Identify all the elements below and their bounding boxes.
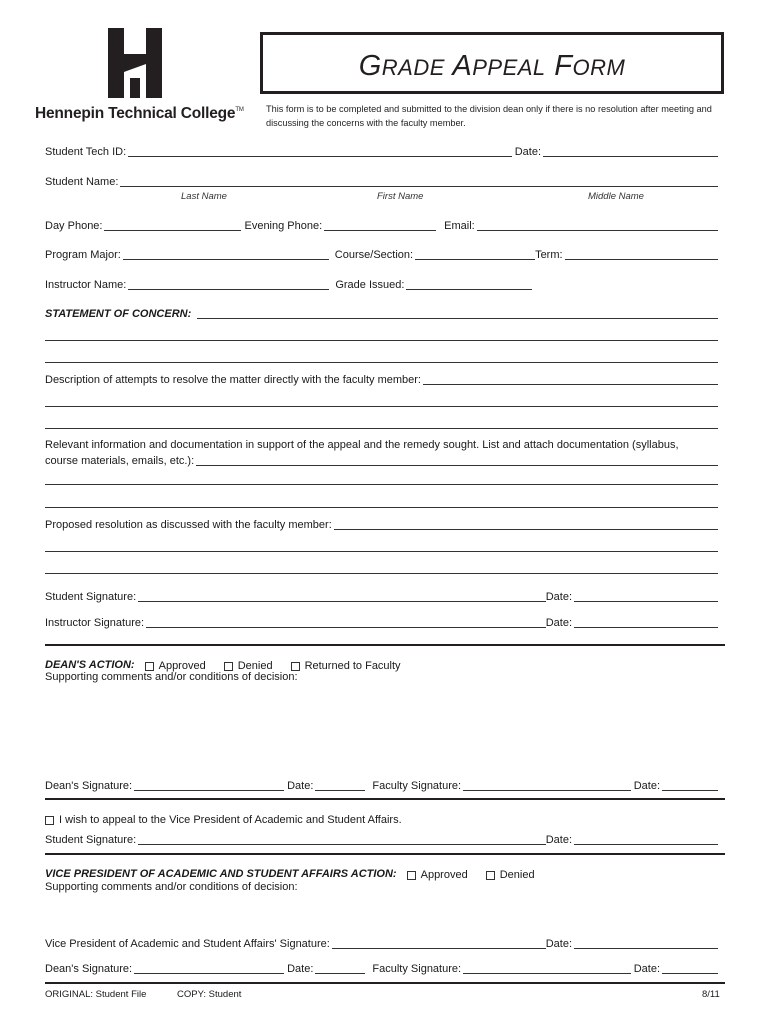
statement-line[interactable] — [45, 362, 718, 363]
date-field[interactable] — [574, 601, 718, 602]
program-major-field[interactable] — [123, 259, 329, 260]
course-section-field[interactable] — [415, 259, 535, 260]
grade-issued-field[interactable] — [406, 289, 532, 290]
proposed-line[interactable] — [45, 551, 718, 552]
row-vp-signature — [45, 935, 718, 951]
email-field[interactable] — [477, 230, 718, 231]
relevant-line[interactable] — [45, 484, 718, 485]
date-field[interactable] — [574, 948, 718, 949]
student-signature-label: Student Signature: — [45, 591, 137, 603]
course-section-label: Course/Section: — [334, 249, 414, 261]
section-divider — [45, 798, 725, 800]
footer-copy: COPY: Student — [177, 989, 242, 1000]
row-instructor-signature — [45, 614, 718, 630]
day-phone-label: Day Phone: — [45, 220, 103, 232]
vp-approved-label: Approved — [420, 869, 468, 881]
row-instructor — [45, 276, 718, 292]
deans-signature-field[interactable] — [134, 790, 284, 791]
term-field[interactable] — [565, 259, 718, 260]
row-tech-id — [45, 143, 718, 159]
row-relevant — [45, 452, 718, 468]
footer-original: ORIGINAL: Student File — [45, 989, 147, 1000]
row-attempts — [45, 371, 718, 387]
evening-phone-label: Evening Phone: — [244, 220, 323, 232]
student-signature-field[interactable] — [138, 601, 546, 602]
row-student-name — [45, 173, 718, 189]
row-vp-action — [45, 865, 718, 881]
date-field[interactable] — [574, 627, 718, 628]
relevant-line[interactable] — [45, 507, 718, 508]
proposed-line[interactable] — [45, 573, 718, 574]
date-label: Date: — [545, 591, 572, 603]
date-label: Date: — [633, 780, 660, 792]
relevant-info-label-2: course materials, emails, etc.): — [45, 455, 195, 467]
page-title: GRADE APPEAL FORM — [358, 50, 626, 82]
middle-name-caption: Middle Name — [588, 191, 644, 202]
intro-text: This form is to be completed and submitted to the division dean only if there is no resolution after meeting and discussing the concerns with the faculty member. — [266, 104, 712, 128]
student-tech-id-field[interactable] — [128, 156, 512, 157]
instructor-name-label: Instructor Name: — [45, 279, 127, 291]
returned-label: Returned to Faculty — [304, 660, 401, 672]
attempts-label: Description of attempts to resolve the matter directly with the faculty member: — [45, 374, 421, 386]
row-contact — [45, 217, 718, 233]
faculty-signature-field[interactable] — [463, 790, 631, 791]
deans-signature-label: Dean's Signature: — [45, 780, 133, 792]
last-name-caption: Last Name — [181, 191, 227, 202]
row-proposed — [45, 516, 718, 532]
faculty-signature-label: Faculty Signature: — [372, 963, 462, 975]
row-vp-appeal — [45, 810, 718, 826]
section-divider — [45, 644, 725, 646]
grade-issued-label: Grade Issued: — [335, 279, 405, 291]
date-label: Date: — [545, 834, 572, 846]
statement-line[interactable] — [45, 340, 718, 341]
dean-comments-label: Supporting comments and/or conditions of decision: — [45, 671, 298, 683]
date-field[interactable] — [543, 156, 718, 157]
date-label: Date: — [287, 780, 314, 792]
statement-field[interactable] — [197, 318, 718, 319]
appeal-vp-checkbox[interactable] — [45, 816, 54, 825]
email-label: Email: — [444, 220, 475, 232]
approved-label: Approved — [158, 660, 206, 672]
footer-version: 8/11 — [702, 989, 720, 1000]
date-field[interactable] — [574, 844, 718, 845]
date-field[interactable] — [315, 790, 365, 791]
row-student-signature — [45, 588, 718, 604]
program-major-label: Program Major: — [45, 249, 121, 261]
date-label: Date: — [287, 963, 314, 975]
evening-phone-field[interactable] — [324, 230, 436, 231]
date-label: Date: — [514, 146, 541, 158]
date-field[interactable] — [315, 973, 365, 974]
row-statement — [45, 305, 718, 321]
college-name: Hennepin Technical College™ — [35, 105, 244, 122]
vp-signature-label: Vice President of Academic and Student Affairs' Signature: — [45, 938, 330, 950]
statement-of-concern-heading: STATEMENT OF CONCERN: — [45, 308, 192, 320]
student-name-field[interactable] — [120, 186, 718, 187]
student-signature-label: Student Signature: — [45, 834, 137, 846]
relevant-info-field[interactable] — [196, 465, 718, 466]
vp-signature-field[interactable] — [332, 948, 546, 949]
instructor-name-field[interactable] — [128, 289, 329, 290]
first-name-caption: First Name — [377, 191, 424, 202]
faculty-signature-field[interactable] — [463, 973, 631, 974]
deans-action-heading: DEAN'S ACTION: — [45, 659, 135, 671]
vp-denied-label: Denied — [499, 869, 535, 881]
instructor-signature-field[interactable] — [146, 627, 546, 628]
vp-denied-checkbox[interactable] — [486, 871, 495, 880]
instructor-signature-label: Instructor Signature: — [45, 617, 145, 629]
proposed-resolution-field[interactable] — [334, 529, 718, 530]
attempts-field[interactable] — [423, 384, 718, 385]
date-label: Date: — [545, 938, 572, 950]
faculty-signature-label: Faculty Signature: — [372, 780, 462, 792]
row-dean-signatures — [45, 777, 718, 793]
vp-approved-checkbox[interactable] — [407, 871, 416, 880]
appeal-vp-label: I wish to appeal to the Vice President of Academic and Student Affairs. — [59, 814, 402, 826]
deans-signature-label: Dean's Signature: — [45, 963, 133, 975]
day-phone-field[interactable] — [104, 230, 241, 231]
student-tech-id-label: Student Tech ID: — [45, 146, 127, 158]
vp-comments-label: Supporting comments and/or conditions of decision: — [45, 881, 298, 893]
row-program — [45, 246, 718, 262]
relevant-info-label: Relevant information and documentation in support of the appeal and the remedy sought. List and attach documentation (syllabus, — [45, 439, 679, 451]
student-signature-field[interactable] — [138, 844, 546, 845]
proposed-resolution-label: Proposed resolution as discussed with the faculty member: — [45, 519, 332, 531]
date-label: Date: — [545, 617, 572, 629]
student-name-label: Student Name: — [45, 176, 119, 188]
section-divider — [45, 853, 725, 855]
vp-action-heading: VICE PRESIDENT OF ACADEMIC AND STUDENT AFFAIRS ACTION: — [45, 868, 397, 880]
row-vp-student-signature — [45, 831, 718, 847]
denied-label: Denied — [237, 660, 273, 672]
attempts-line[interactable] — [45, 428, 718, 429]
term-label: Term: — [535, 249, 563, 261]
date-label: Date: — [633, 963, 660, 975]
row-vp-dean-signatures — [45, 960, 718, 976]
attempts-line[interactable] — [45, 406, 718, 407]
college-logo-icon — [108, 28, 162, 98]
section-divider — [45, 982, 725, 984]
date-field[interactable] — [662, 973, 718, 974]
deans-signature-field[interactable] — [134, 973, 284, 974]
date-field[interactable] — [662, 790, 718, 791]
